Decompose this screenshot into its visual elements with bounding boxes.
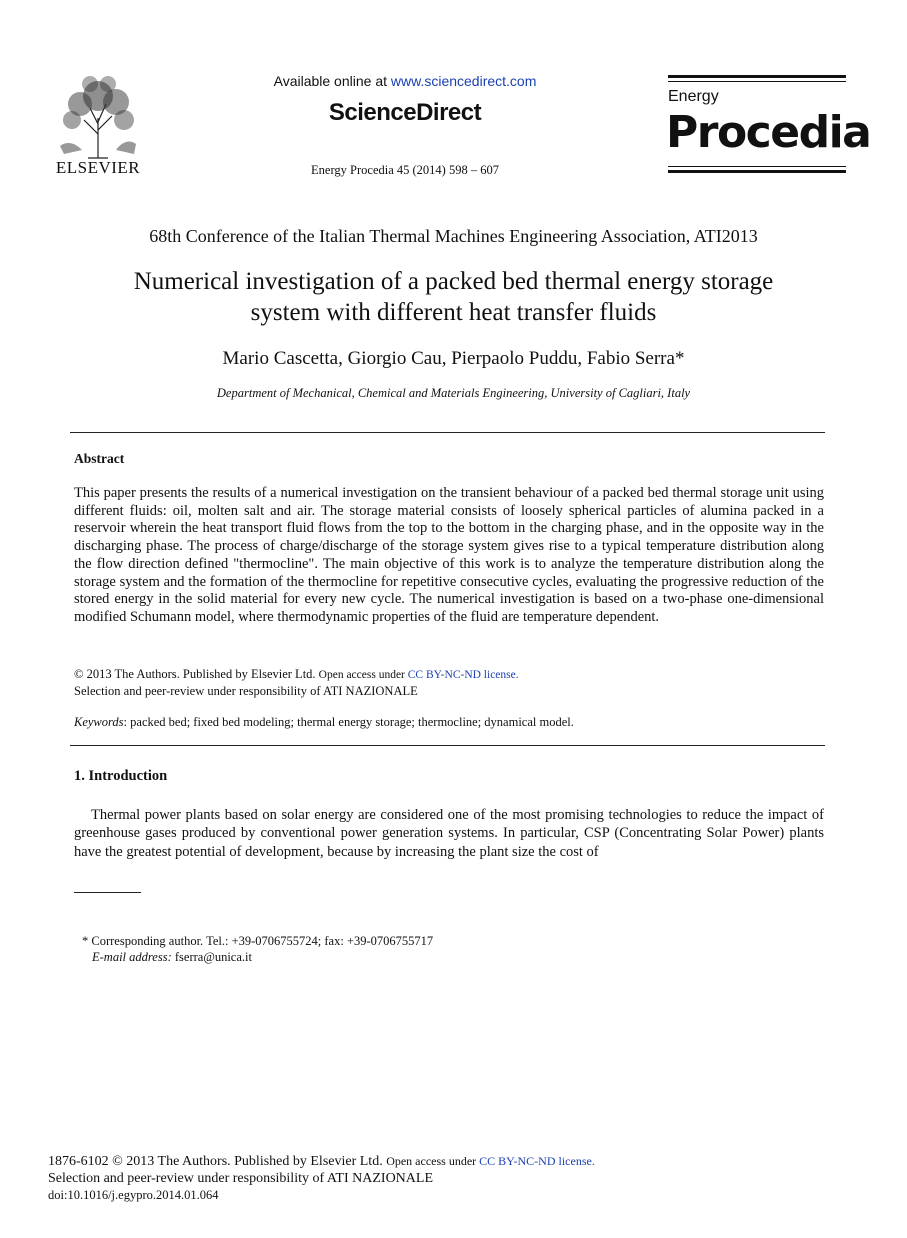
available-prefix: Available online at	[273, 73, 391, 89]
journal-brand-rule	[668, 81, 846, 82]
conference-name: 68th Conference of the Italian Thermal Machines Engineering Association, ATI2013	[149, 226, 758, 246]
email-address[interactable]: fserra@unica.it	[171, 950, 252, 964]
footer-issn-text: 1876-6102 © 2013 The Authors. Published by Elsevier Ltd.	[48, 1154, 387, 1169]
abstract-body: This paper presents the results of a numerical investigation on the transient behaviour of a packed bed thermal storage unit using different fluids: oil, molten salt and air. The storage material consists of loosely spherical particles of alumina packed in a reservoir wherein the heat transport fluid flows from the top to the bottom in the charging phase, and in the opposite way in the discharging phase. The process of charge/discharge of the storage system gives rise to a typical temperature distribution along the flow direction defined "thermocline". The main objective of this work is to analyze the temperature distribution along the storage system and the formation of the thermocline for repetitive consecutive cycles, evaluating the progressive reduction of the stored energy in the solid material for every new cycle. The numerical investigation is based on a two-phase one-dimensional modified Schumann model, where thermodynamic properties of the fluid are temperature dependent.	[74, 485, 824, 625]
section-divider	[70, 432, 825, 433]
peer-review-line: Selection and peer-review under responsibility of ATI NAZIONALE	[74, 684, 418, 698]
footer-doi[interactable]: doi:10.1016/j.egypro.2014.01.064	[48, 1188, 219, 1202]
keywords-text: : packed bed; fixed bed modeling; thermal energy storage; thermocline; dynamical model.	[123, 715, 574, 729]
keywords-label: Keywords	[74, 715, 124, 729]
keywords-line	[74, 715, 574, 730]
journal-brand-rule	[668, 75, 846, 78]
journal-brand-small: Energy	[668, 88, 719, 105]
section-divider	[70, 745, 825, 746]
title-line: system with different heat transfer fluids	[250, 299, 657, 326]
available-online-line	[220, 73, 590, 89]
open-access-text: Open access under	[318, 669, 408, 681]
footer-open-access: Open access under	[386, 1154, 480, 1168]
introduction-body: Thermal power plants based on solar energy are considered one of the most promising technologies to reduce the impact of greenhouse gases produced by conventional power generation systems. In particular, CSP (Concentrating Solar Power) plants have the greatest potential of development, because by increasing the plant size the cost of	[74, 807, 824, 860]
email-note	[92, 950, 252, 965]
footer-license-link[interactable]: CC BY-NC-ND license.	[479, 1154, 595, 1168]
author-list: Mario Cascetta, Giorgio Cau, Pierpaolo Puddu, Fabio Serra*	[222, 348, 685, 369]
corresponding-author-note: * Corresponding author. Tel.: +39-0706755724; fax: +39-0706755717	[82, 934, 434, 948]
journal-brand-rule	[668, 166, 846, 167]
footer-copyright	[48, 1154, 595, 1170]
tree-icon	[50, 74, 146, 160]
license-link[interactable]: CC BY-NC-ND license.	[407, 669, 519, 681]
journal-reference: Energy Procedia 45 (2014) 598 – 607	[311, 163, 499, 177]
publisher-logo-text: ELSEVIER	[55, 158, 141, 177]
paper-title	[60, 266, 847, 328]
copyright-text: © 2013 The Authors. Published by Elsevier Ltd.	[74, 667, 319, 681]
copyright-line	[74, 667, 519, 682]
title-line: Numerical investigation of a packed bed thermal energy storage	[133, 268, 774, 295]
email-label: E-mail address:	[92, 950, 172, 964]
journal-brand-rule	[668, 170, 846, 173]
abstract-heading: Abstract	[74, 451, 125, 466]
introduction-heading: 1. Introduction	[74, 768, 168, 784]
journal-brand-large: Procedia	[666, 107, 871, 158]
platform-name: ScienceDirect	[328, 99, 482, 126]
footnote-divider	[74, 892, 141, 893]
affiliation: Department of Mechanical, Chemical and Materials Engineering, University of Cagliari, Italy	[216, 386, 691, 400]
sciencedirect-link[interactable]: www.sciencedirect.com	[390, 73, 537, 89]
footer-peer-review: Selection and peer-review under responsibility of ATI NAZIONALE	[48, 1171, 433, 1186]
